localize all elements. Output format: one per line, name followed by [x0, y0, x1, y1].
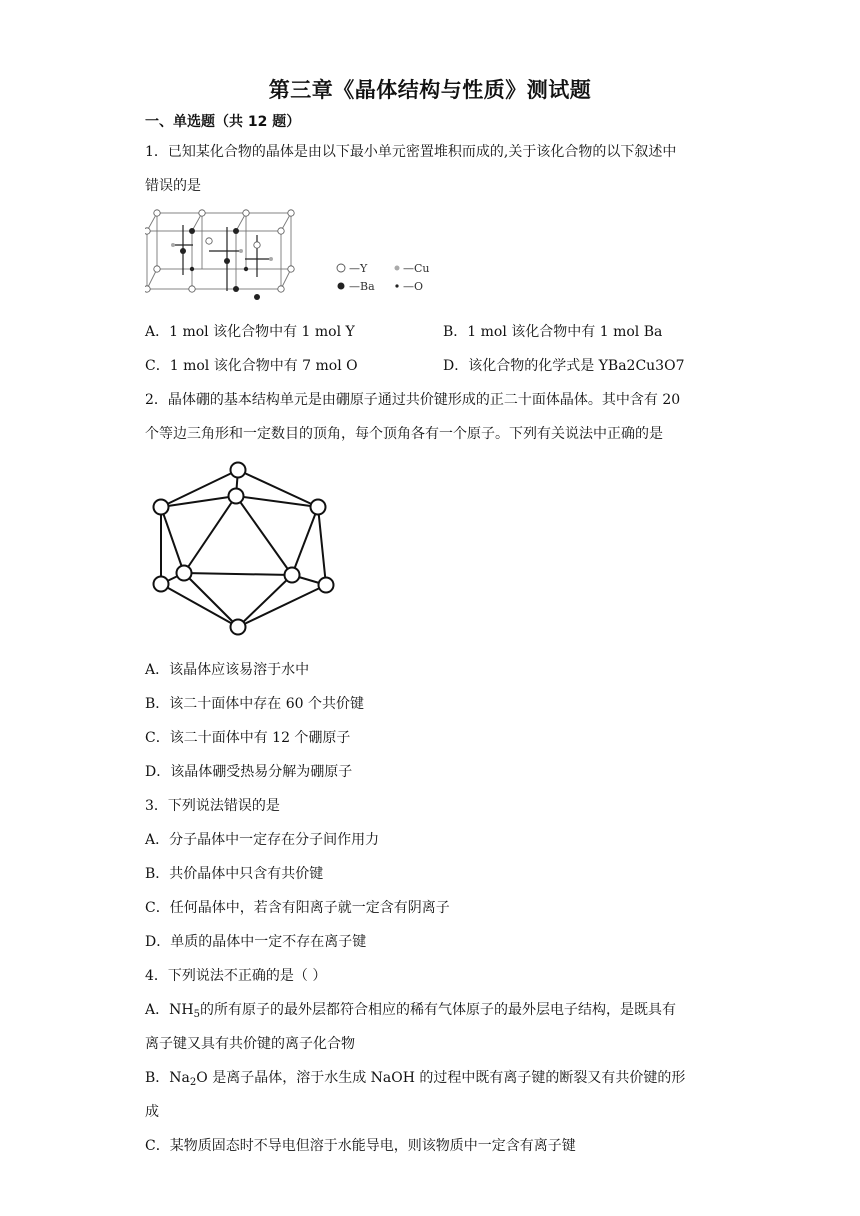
q4-option-a-line2: 离子键又具有共价键的离子化合物 [145, 1036, 355, 1052]
q1-stem-line2: 错误的是 [145, 178, 201, 194]
q2-option-a: A．该晶体应该易溶于水中 [145, 662, 310, 678]
q1-option-a: A．1 mol 该化合物中有 1 mol Y [145, 324, 355, 340]
legend-y: —Y [349, 262, 368, 275]
q3-option-b: B．共价晶体中只含有共价键 [145, 866, 324, 882]
q4-option-b-text: O 是离子晶体，溶于水生成 NaOH 的过程中既有离子键的断裂又有共价键的形 [196, 1070, 686, 1086]
q4-option-b [145, 1067, 685, 1088]
page-title: 第三章《晶体结构与性质》测试题 [268, 78, 592, 102]
legend-cu: —Cu [403, 262, 430, 275]
q3-option-a: A．分子晶体中一定存在分子间作用力 [145, 832, 380, 848]
crystal-legend [335, 258, 445, 294]
y-atom-icon [337, 264, 345, 272]
q3-option-c: C．任何晶体中，若含有阳离子就一定含有阴离子 [145, 900, 450, 916]
o-atom-icon [395, 284, 398, 287]
q2-stem-line1: 2．晶体硼的基本结构单元是由硼原子通过共价键形成的正二十面体晶体。其中含有 20 [145, 392, 681, 408]
crystal-unit-cell-figure [145, 205, 295, 305]
q4-option-b-line2: 成 [145, 1104, 159, 1120]
q2-option-d: D．该晶体硼受热易分解为硼原子 [145, 764, 353, 780]
q2-option-c: C．该二十面体中有 12 个硼原子 [145, 730, 351, 746]
ba-atom-icon [338, 283, 345, 290]
q3-stem: 3．下列说法错误的是 [145, 798, 280, 814]
q4-option-c: C．某物质固态时不导电但溶于水能导电，则该物质中一定含有离子键 [145, 1138, 576, 1154]
q1-option-d: D．该化合物的化学式是 YBa2Cu3O7 [443, 358, 685, 374]
q1-option-b: B．1 mol 该化合物中有 1 mol Ba [443, 324, 663, 340]
icosahedron-figure [145, 455, 345, 645]
cu-atom-icon [395, 266, 400, 271]
q3-option-d: D．单质的晶体中一定不存在离子键 [145, 934, 367, 950]
q1-stem-line1: 1．已知某化合物的晶体是由以下最小单元密置堆积而成的,关于该化合物的以下叙述中 [145, 144, 677, 160]
q4-stem: 4．下列说法不正确的是（ ） [145, 968, 327, 984]
q4-option-a-text: 的所有原子的最外层都符合相应的稀有气体原子的最外层电子结构，是既具有 [199, 1002, 676, 1018]
q4-option-b-subscript: 2 [189, 1077, 197, 1088]
q4-option-a [145, 999, 676, 1020]
q1-option-c: C．1 mol 该化合物中有 7 mol O [145, 358, 358, 374]
q2-stem-line2: 个等边三角形和一定数目的顶角，每个顶角各有一个原子。下列有关说法中正确的是 [145, 426, 663, 442]
q4-option-a-subscript: 5 [193, 1009, 200, 1020]
legend-ba: —Ba [349, 280, 375, 293]
section-heading: 一、单选题（共 12 题） [145, 114, 301, 130]
legend-o: —O [403, 280, 424, 293]
q4-option-b-prefix: B．Na [145, 1070, 190, 1086]
q4-option-a-prefix: A．NH [145, 1002, 194, 1018]
q2-option-b: B．该二十面体中存在 60 个共价键 [145, 696, 365, 712]
